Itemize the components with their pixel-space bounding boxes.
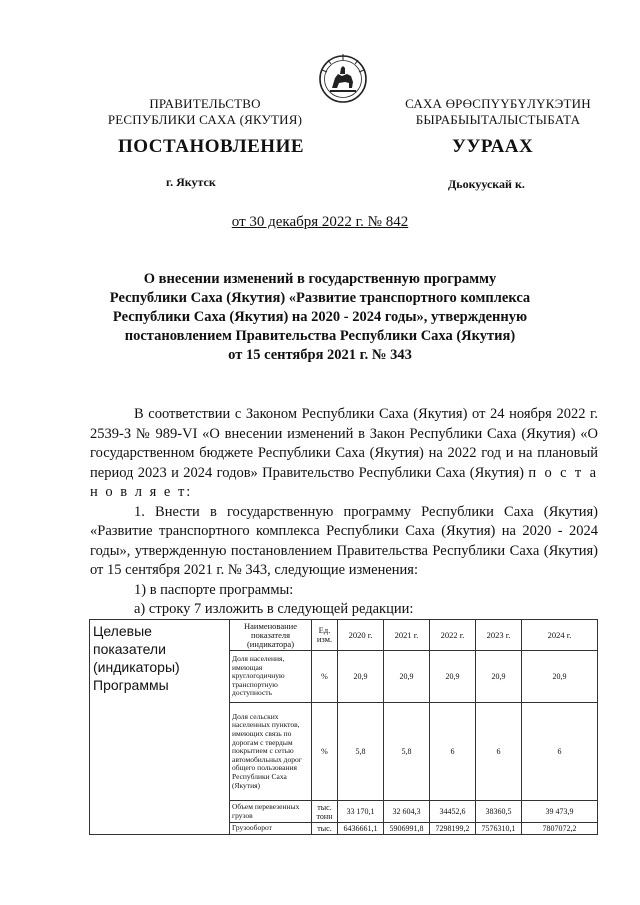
header-right bbox=[388, 96, 608, 128]
unit-cell: % bbox=[312, 703, 338, 801]
paragraph-subitem-a: а) строку 7 изложить в следующей редакции: bbox=[134, 601, 414, 617]
document-type-title-yakut: УУРААХ bbox=[452, 136, 534, 157]
value-cell: 20,9 bbox=[476, 651, 522, 703]
city-name-yakut: Дьокуускай к. bbox=[448, 177, 525, 191]
header-left-line2: РЕСПУБЛИКИ САХА (ЯКУТИЯ) bbox=[107, 112, 303, 127]
unit-cell: тыс. тонн bbox=[312, 801, 338, 823]
value-cell: 39 473,9 bbox=[522, 801, 598, 823]
coat-of-arms-emblem bbox=[318, 52, 368, 104]
table-header-row bbox=[90, 620, 598, 651]
indicator-name-cell: Доля сельских населенных пунктов, имеющих связь по дорогам с твердым покрытием с сетью автомобильных дорог общего пользования Республики Саха (Якутия) bbox=[230, 703, 312, 801]
header-left bbox=[100, 96, 310, 128]
unit-cell: % bbox=[312, 651, 338, 703]
header-right-line1: САХА ӨРӨСПҮҮБҮЛҮКЭТИН bbox=[405, 96, 591, 111]
unit-cell: тыс. bbox=[312, 823, 338, 835]
city-name: г. Якутск bbox=[166, 175, 216, 189]
value-cell: 5906991,8 bbox=[384, 823, 430, 835]
value-cell: 6436661,1 bbox=[338, 823, 384, 835]
row-title-cell: Целевые показатели (индикаторы) Программы bbox=[90, 620, 230, 835]
indicator-name-cell: Доля населения, имеющая круглогодичную транспортную доступность bbox=[230, 651, 312, 703]
header-left-line1: ПРАВИТЕЛЬСТВО bbox=[149, 96, 261, 111]
paragraph-preamble bbox=[90, 405, 598, 503]
document-subject bbox=[90, 270, 550, 365]
indicators-table bbox=[89, 619, 598, 835]
header-name-cell: Наименование показателя (индикатора) bbox=[230, 620, 312, 651]
header-year-cell: 2020 г. bbox=[338, 620, 384, 651]
value-cell: 6 bbox=[476, 703, 522, 801]
paragraph-subitem-1: 1) в паспорте программы: bbox=[134, 581, 294, 598]
value-cell: 7298199,2 bbox=[430, 823, 476, 835]
value-cell: 34452,6 bbox=[430, 801, 476, 823]
header-year-cell: 2024 г. bbox=[522, 620, 598, 651]
value-cell: 20,9 bbox=[338, 651, 384, 703]
value-cell: 5,8 bbox=[338, 703, 384, 801]
document-type-title: ПОСТАНОВЛЕНИЕ bbox=[118, 136, 305, 157]
value-cell: 32 604,3 bbox=[384, 801, 430, 823]
header-year-cell: 2023 г. bbox=[476, 620, 522, 651]
preamble-text: В соответствии с Законом Республики Саха (Якутия) от 24 ноября 2022 г. 2539-З № 989-VI «О внесении изменений в Закон Республики Саха (Якутия) «О государственном бюджете Республики Саха (Якутия) на 2022 год и на плановый период 2023 и 2024 годов» Правительство Республики Саха (Якутия) bbox=[90, 406, 598, 481]
paragraph-item-1: 1. Внести в государственную программу Республики Саха (Якутия) «Развитие транспортного комплекса Республики Саха (Якутия) на 2020 - 2024 годы», утвержденную постановлением Правительства Республики Саха (Якутия) от 15 сентября 2021 г. № 343, следующие изменения: bbox=[90, 503, 598, 578]
value-cell: 20,9 bbox=[522, 651, 598, 703]
subject-line: Республики Саха (Якутия) на 2020 - 2024 годы», утвержденную bbox=[112, 309, 528, 325]
subject-line: от 15 сентября 2021 г. № 343 bbox=[228, 347, 412, 363]
value-cell: 20,9 bbox=[384, 651, 430, 703]
subject-line: Республики Саха (Якутия) «Развитие транспортного комплекса bbox=[109, 290, 531, 306]
document-date-number: от 30 декабря 2022 г. № 842 bbox=[231, 214, 409, 230]
value-cell: 6 bbox=[430, 703, 476, 801]
value-cell: 20,9 bbox=[430, 651, 476, 703]
value-cell: 6 bbox=[522, 703, 598, 801]
document-body bbox=[90, 405, 598, 620]
indicator-name-cell: Объем перевезенных грузов bbox=[230, 801, 312, 823]
value-cell: 33 170,1 bbox=[338, 801, 384, 823]
resolves-word: п о с т а н о в л я е т: bbox=[90, 464, 599, 500]
header-year-cell: 2022 г. bbox=[430, 620, 476, 651]
indicator-name-cell: Грузооборот bbox=[230, 823, 312, 835]
header-unit-cell: Ед. изм. bbox=[312, 620, 338, 651]
header-year-cell: 2021 г. bbox=[384, 620, 430, 651]
value-cell: 5,8 bbox=[384, 703, 430, 801]
subject-line: постановлением Правительства Республики Саха (Якутия) bbox=[124, 328, 516, 344]
value-cell: 38360,5 bbox=[476, 801, 522, 823]
value-cell: 7576310,1 bbox=[476, 823, 522, 835]
subject-line: О внесении изменений в государственную программу bbox=[143, 271, 497, 287]
header-right-line2: БЫРАБЫЫТАЛЫСТЫБАТА bbox=[415, 112, 581, 127]
value-cell: 7807072,2 bbox=[522, 823, 598, 835]
